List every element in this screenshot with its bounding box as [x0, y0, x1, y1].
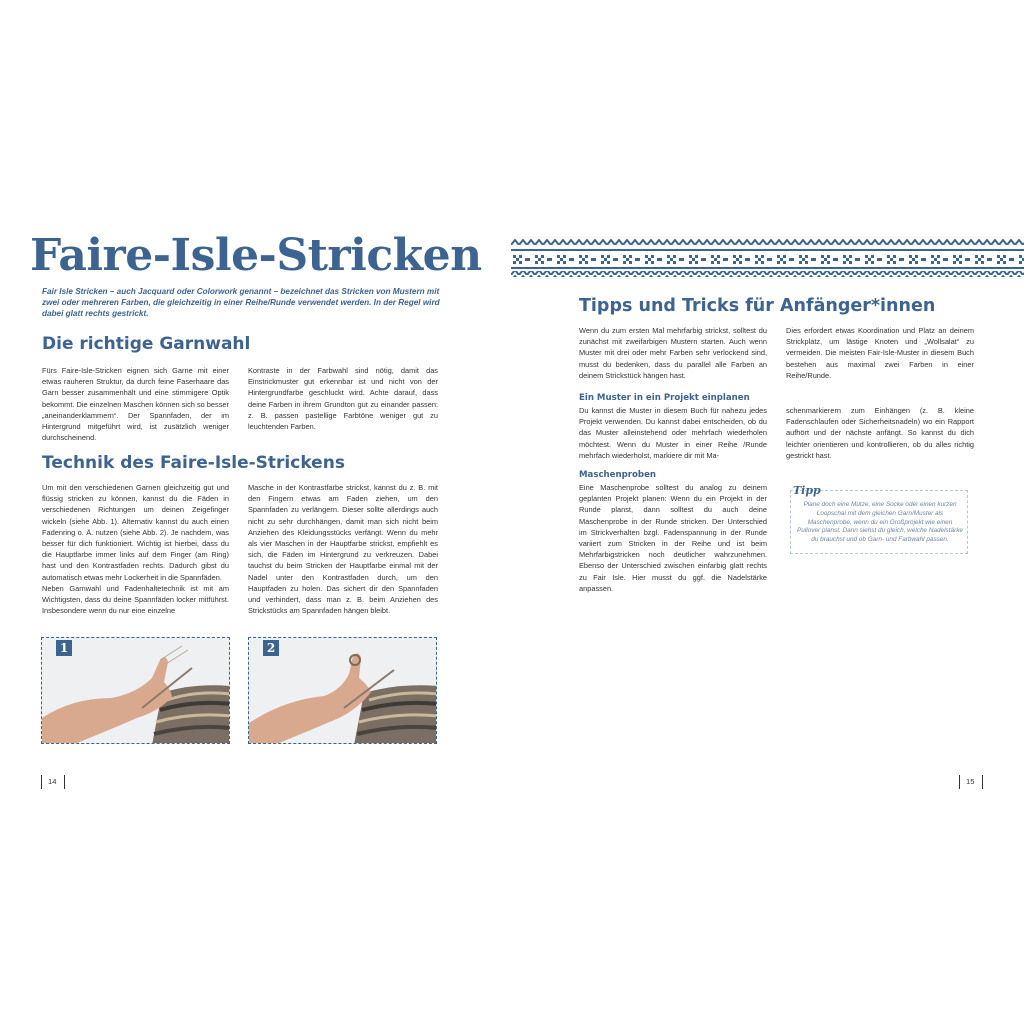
intro-text: Fair Isle Stricken – auch Jacquard oder Colorwork genannt – bezeichnet das Stricken von Mustern mit zwei oder mehreren Farben, die gleichzeitig in einer Reihe/Runde verwendet werden. In der Regel wird dabei glatt rechts gestrickt.	[42, 287, 440, 319]
muster-column-1: Du kannst die Muster in diesem Buch für nahezu jedes Projekt verwenden. Du kannst dabei entscheiden, ob du das Muster alleinstehend oder mehrfach wiederholen möchtest. Wenn du Muster in einer Reihe /Runde mehrfach wiederholst, markiere dir mit Ma-	[579, 406, 767, 460]
maschenproben-text: Eine Maschenprobe solltest du analog zu deinem geplanten Projekt planen: Wenn du ein Projekt in der Runde planst, dann solltest du auch deine Maschenprobe in der Runde stricken. Der Unterschied im Strickverhalten bzgl. Fadenspannung in der Runde variiert zum Stricken in der Reihe und ist beim Mehrfarbigstricken noch deutlicher wahrzunehmen. Ebenso der Unterschied zwischen einfarbig glatt rechts zu Fair Isle. Hier musst du ggf. die Nadelstärke anpassen.	[579, 483, 767, 593]
garnwahl-column-2: Kontraste in der Farbwahl sind nötig, damit das Einstrickmuster gut erkennbar ist und nicht von der Hintergrundfarbe geschluckt wird. Achte darauf, dass deine Farben in ihrem Grundton gut zu einander passen: z. B. passen pastellige Farbtöne weniger gut zu leuchtenden Farben.	[248, 366, 438, 432]
section-heading-garnwahl: Die richtige Garnwahl	[42, 334, 251, 354]
right-page-heading: Tipps und Tricks für Anfänger*innen	[579, 296, 936, 316]
subheading-muster-einplanen: Ein Muster in ein Projekt einplanen	[579, 393, 750, 403]
subheading-maschenproben: Maschenproben	[579, 470, 657, 480]
muster-column-2: schenmarkierern zum Einhängen (z. B. kleine Fadenschlaufen oder Sicherheitsnadeln) wo ein Rapport aufhört und der nächste anfängt. So kannst du dich leichter orientieren und kontrollieren, ob du alles richtig gestrickt hast.	[786, 406, 974, 460]
technik-column-1	[42, 482, 229, 616]
page-number-divider	[41, 775, 42, 789]
photo-abb-1	[41, 637, 230, 744]
photo-label-1: 1	[56, 640, 72, 656]
tip-label: Tipp	[793, 484, 821, 497]
photo-abb-2	[248, 637, 437, 744]
page-number-divider	[982, 775, 983, 789]
page-title: Faire-Isle-Stricken	[30, 230, 482, 281]
page-number-left: 14	[48, 777, 57, 786]
technik-paragraph-2: Neben Garnwahl und Fadenhaltetechnik ist mit am Wichtigsten, dass du deine Spannfäden locker mitführst. Insbesondere wenn du nur eine einzelne	[42, 583, 229, 616]
page-number-divider	[959, 775, 960, 789]
fair-isle-border-ornament	[511, 239, 1024, 277]
technik-column-2: Masche in der Kontrastfarbe strickst, kannst du z. B. mit den Fingern etwas am Faden ziehen, um den Spannfaden zu verlängern. Dieser sollte allerdings auch nicht zu sehr durchhängen, damit man sich nicht beim Anziehen des Kleidungsstücks verfängt. Wenn du mehr als vier Maschen in der Hauptfarbe strickst, empfiehlt es sich, die Fäden im Hintergrund zu verkreuzen. Dabei tauchst du beim Stricken der Hauptfarbe einmal mit der Nadel unter den Kontrastfaden durch, um den Hauptfaden zu holen. Das sichert dir den Spannfaden und verhindert, dass man z. B. beim Anziehen des Strickstücks am Spannfaden hängen bleibt.	[248, 483, 438, 616]
page-number-right: 15	[966, 777, 975, 786]
section-heading-technik: Technik des Faire-Isle-Strickens	[42, 453, 345, 473]
tip-text: Plane doch eine Mütze, eine Socke oder einen kurzen Loopschal mit dem gleichen Garn/Muster als Maschenprobe, wenn du ein Großprojekt wie einen Pullover planst. Dann siehst du gleich, welche Nadelstärke du brauchst und ob Garn- und Farbwahl passen.	[797, 501, 963, 544]
page-number-divider	[64, 775, 65, 789]
tipps-intro-column-2: Dies erfordert etwas Koordination und Platz an deinem Strickplatz, um lästige Knoten und „Wollsalat“ zu vermeiden. Die meisten Fair-Isle-Muster in diesem Buch bestehen aus maximal zwei Farben in einer Reihe/Runde.	[786, 326, 974, 380]
garnwahl-column-1: Fürs Faire-Isle-Stricken eignen sich Garne mit einer etwas rauheren Struktur, da durch feine Faserhaare das Garn besser zusammenhält und eine stimmigere Optik bekommt. Die einzelnen Maschen können sich so besser „aneinanderklammern“. Der Spannfaden, der im Hintergrund mitgeführt wird, ist zusätzlich weniger durchscheinend.	[42, 366, 229, 443]
photo-label-2: 2	[263, 640, 279, 656]
technik-paragraph-1: Um mit den verschiedenen Garnen gleichzeitig gut und flüssig stricken zu können, kannst du die Fäden in verschiedenen Richtungen um deinen Zeigefinger wickeln (siehe Abb. 1). Alternativ kannst du auch einen Fadenring o. Ä. nutzen (siehe Abb. 2). Je nachdem, was besser für dich funktioniert. Wichtig ist hierbei, dass du die Hauptfarbe immer links auf dem Finger (am Ring) hast und den Kontrastfaden rechts. Dadurch gibst du automatisch etwas mehr Lockerheit in die Spannfäden.	[42, 483, 229, 582]
tipps-intro-column-1: Wenn du zum ersten Mal mehrfarbig strickst, solltest du zunächst mit zweifarbigen Mustern starten. Auch wenn Muster mit drei oder mehr Farben sehr verlockend sind, musst du bedenken, dass du parallel alle Farben an deinem Strickstück hängen hast.	[579, 326, 767, 380]
